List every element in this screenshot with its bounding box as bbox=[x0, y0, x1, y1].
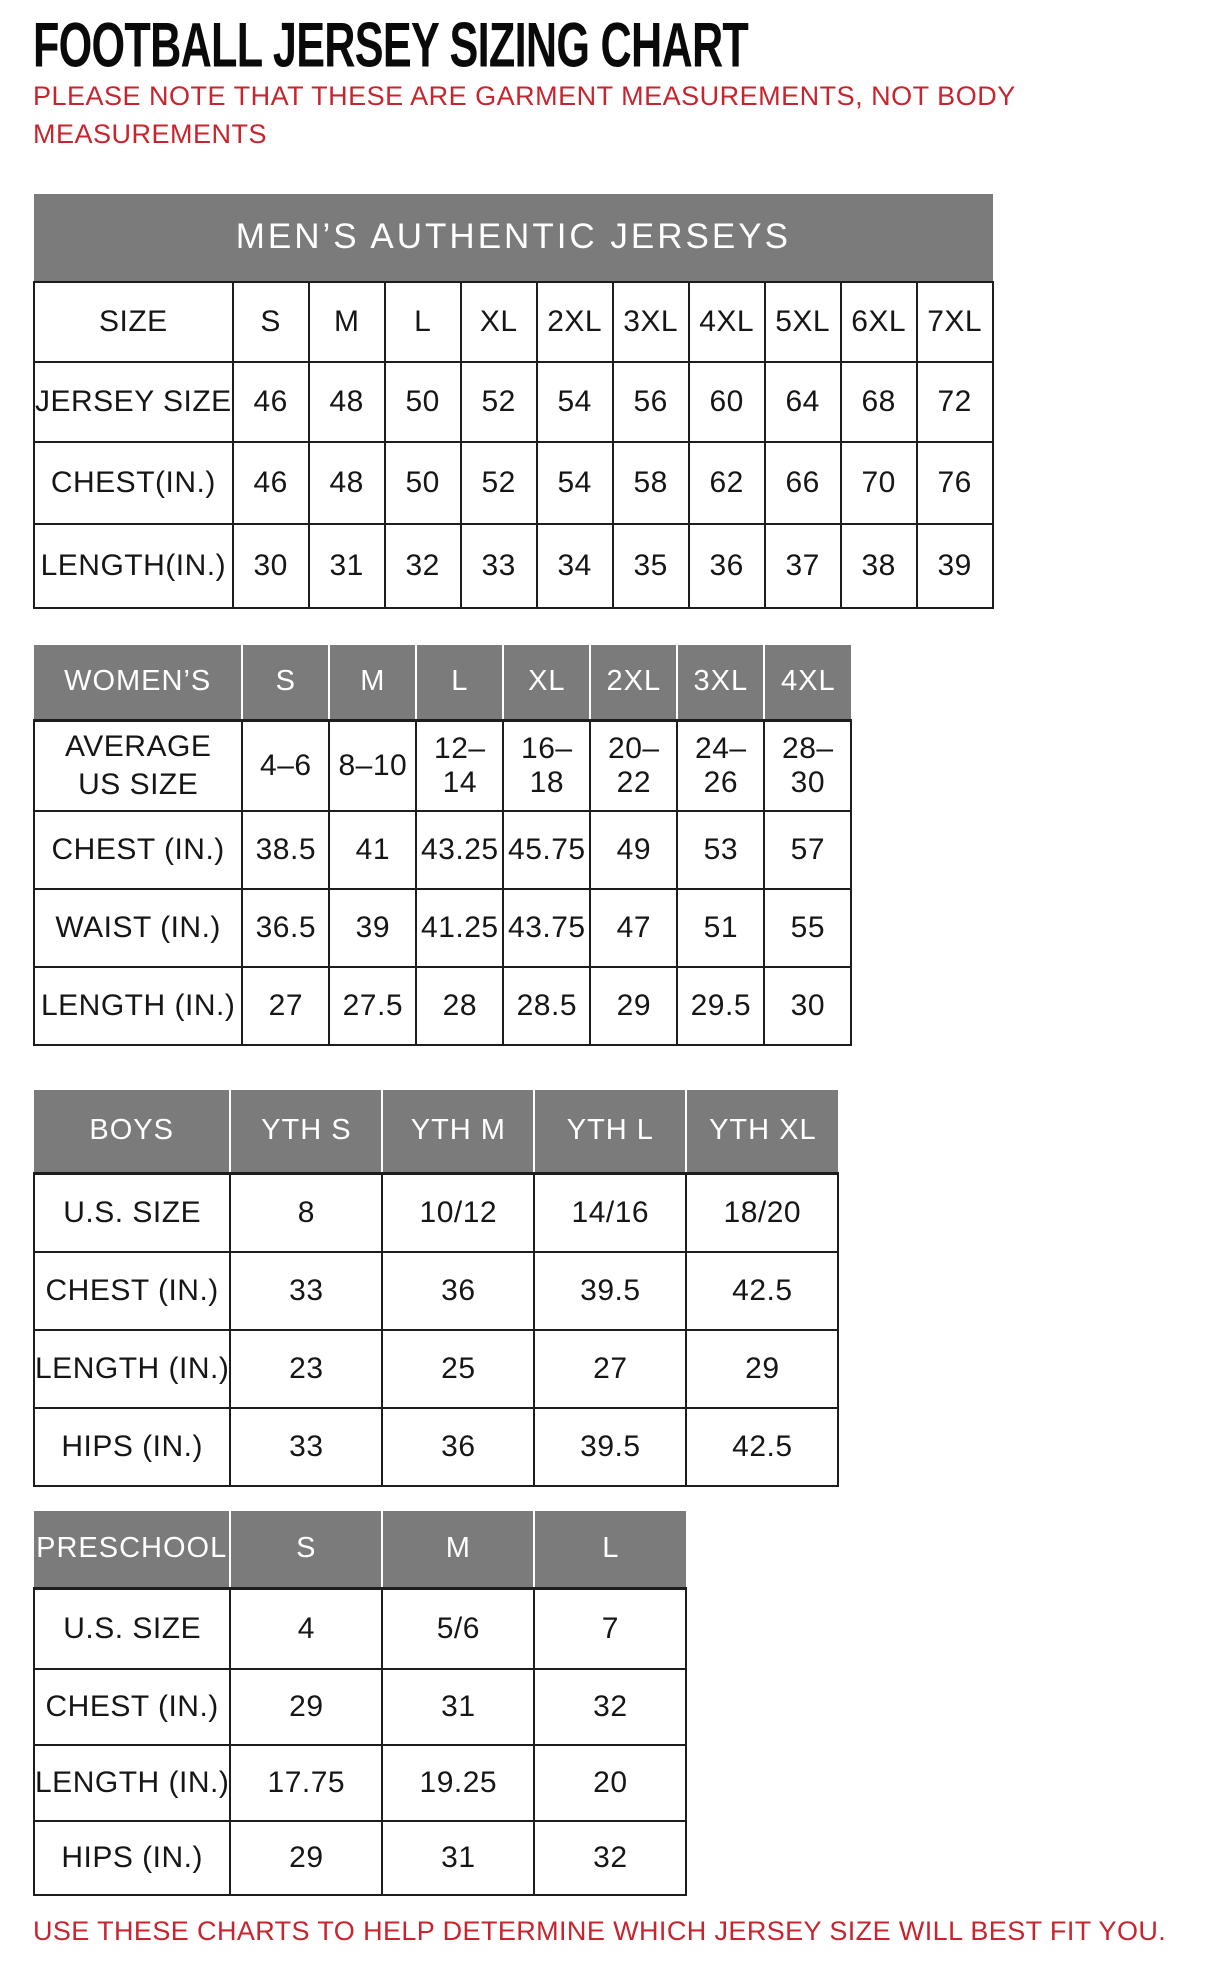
value-cell: 50 bbox=[385, 362, 461, 442]
value-cell: 48 bbox=[309, 442, 385, 524]
row-label: HIPS (IN.) bbox=[34, 1821, 230, 1895]
value-cell: 50 bbox=[385, 442, 461, 524]
value-cell: 38 bbox=[841, 524, 917, 608]
value-cell: 70 bbox=[841, 442, 917, 524]
value-cell: 6XL bbox=[841, 282, 917, 362]
value-cell: 53 bbox=[677, 811, 764, 889]
row-label: U.S. SIZE bbox=[34, 1589, 230, 1669]
column-header: YTH M bbox=[382, 1090, 534, 1174]
value-cell: 20 bbox=[534, 1745, 686, 1821]
value-cell: 31 bbox=[382, 1821, 534, 1895]
value-cell: 52 bbox=[461, 362, 537, 442]
value-cell: 7 bbox=[534, 1589, 686, 1669]
value-cell: 76 bbox=[917, 442, 993, 524]
value-cell: 60 bbox=[689, 362, 765, 442]
row-label: CHEST (IN.) bbox=[34, 1252, 230, 1330]
value-cell: 55 bbox=[764, 889, 851, 967]
value-cell: 46 bbox=[233, 362, 309, 442]
column-header: 4XL bbox=[764, 645, 851, 721]
value-cell: 16–18 bbox=[503, 721, 590, 811]
garment-measurement-note bbox=[33, 78, 1220, 154]
value-cell: 30 bbox=[233, 524, 309, 608]
value-cell: XL bbox=[461, 282, 537, 362]
value-cell: 36 bbox=[382, 1408, 534, 1486]
column-header: YTH L bbox=[534, 1090, 686, 1174]
value-cell: 39.5 bbox=[534, 1408, 686, 1486]
value-cell: 2XL bbox=[537, 282, 613, 362]
value-cell: 52 bbox=[461, 442, 537, 524]
value-cell: 41.25 bbox=[416, 889, 503, 967]
value-cell: 29 bbox=[230, 1821, 382, 1895]
fit-guidance-note: USE THESE CHARTS TO HELP DETERMINE WHICH JERSEY SIZE WILL BEST FIT YOU. bbox=[33, 1915, 1167, 1946]
value-cell: 19.25 bbox=[382, 1745, 534, 1821]
value-cell: 47 bbox=[590, 889, 677, 967]
row-label: U.S. SIZE bbox=[34, 1174, 230, 1252]
value-cell: 31 bbox=[309, 524, 385, 608]
value-cell: 37 bbox=[765, 524, 841, 608]
row-label: SIZE bbox=[34, 282, 233, 362]
boys-sizing-table bbox=[33, 1090, 839, 1487]
value-cell: 43.25 bbox=[416, 811, 503, 889]
value-cell: L bbox=[385, 282, 461, 362]
preschool-sizing-table bbox=[33, 1511, 687, 1896]
preschool-header-label: PRESCHOOL bbox=[34, 1511, 230, 1589]
value-cell: 29 bbox=[590, 967, 677, 1045]
column-header: 3XL bbox=[677, 645, 764, 721]
value-cell: 4 bbox=[230, 1589, 382, 1669]
value-cell: 42.5 bbox=[686, 1408, 838, 1486]
value-cell: 48 bbox=[309, 362, 385, 442]
value-cell: 32 bbox=[385, 524, 461, 608]
value-cell: 38.5 bbox=[242, 811, 329, 889]
row-label: JERSEY SIZE bbox=[34, 362, 233, 442]
boys-header-label: BOYS bbox=[34, 1090, 230, 1174]
value-cell: 17.75 bbox=[230, 1745, 382, 1821]
value-cell: 28.5 bbox=[503, 967, 590, 1045]
column-header: M bbox=[329, 645, 416, 721]
value-cell: 57 bbox=[764, 811, 851, 889]
column-header: M bbox=[382, 1511, 534, 1589]
value-cell: 8–10 bbox=[329, 721, 416, 811]
row-label: AVERAGE US SIZE bbox=[34, 721, 242, 811]
value-cell: 8 bbox=[230, 1174, 382, 1252]
value-cell: 3XL bbox=[613, 282, 689, 362]
note-line: MEASUREMENTS bbox=[33, 118, 268, 149]
value-cell: 58 bbox=[613, 442, 689, 524]
column-header: S bbox=[242, 645, 329, 721]
row-label: WAIST (IN.) bbox=[34, 889, 242, 967]
value-cell: 25 bbox=[382, 1330, 534, 1408]
value-cell: 54 bbox=[537, 442, 613, 524]
row-label: LENGTH (IN.) bbox=[34, 967, 242, 1045]
value-cell: S bbox=[233, 282, 309, 362]
value-cell: 30 bbox=[764, 967, 851, 1045]
value-cell: 12–14 bbox=[416, 721, 503, 811]
value-cell: 35 bbox=[613, 524, 689, 608]
value-cell: 49 bbox=[590, 811, 677, 889]
row-label: LENGTH (IN.) bbox=[34, 1745, 230, 1821]
value-cell: 33 bbox=[230, 1408, 382, 1486]
row-label: CHEST(IN.) bbox=[34, 442, 233, 524]
value-cell: 28–30 bbox=[764, 721, 851, 811]
value-cell: 68 bbox=[841, 362, 917, 442]
value-cell: 43.75 bbox=[503, 889, 590, 967]
value-cell: 36 bbox=[689, 524, 765, 608]
value-cell: 54 bbox=[537, 362, 613, 442]
value-cell: 29.5 bbox=[677, 967, 764, 1045]
value-cell: 4–6 bbox=[242, 721, 329, 811]
value-cell: 20–22 bbox=[590, 721, 677, 811]
row-label: HIPS (IN.) bbox=[34, 1408, 230, 1486]
value-cell: 5XL bbox=[765, 282, 841, 362]
value-cell: 4XL bbox=[689, 282, 765, 362]
row-label: CHEST (IN.) bbox=[34, 1669, 230, 1745]
value-cell: 32 bbox=[534, 1821, 686, 1895]
value-cell: 29 bbox=[686, 1330, 838, 1408]
note-line: PLEASE NOTE THAT THESE ARE GARMENT MEASUREMENTS, NOT BODY bbox=[33, 81, 1016, 111]
value-cell: 72 bbox=[917, 362, 993, 442]
column-header: 2XL bbox=[590, 645, 677, 721]
value-cell: 39.5 bbox=[534, 1252, 686, 1330]
value-cell: 39 bbox=[917, 524, 993, 608]
column-header: YTH S bbox=[230, 1090, 382, 1174]
value-cell: 24–26 bbox=[677, 721, 764, 811]
value-cell: 51 bbox=[677, 889, 764, 967]
value-cell: 32 bbox=[534, 1669, 686, 1745]
value-cell: 31 bbox=[382, 1669, 534, 1745]
value-cell: 64 bbox=[765, 362, 841, 442]
column-header: L bbox=[534, 1511, 686, 1589]
value-cell: 28 bbox=[416, 967, 503, 1045]
value-cell: 66 bbox=[765, 442, 841, 524]
column-header: XL bbox=[503, 645, 590, 721]
value-cell: 34 bbox=[537, 524, 613, 608]
value-cell: 42.5 bbox=[686, 1252, 838, 1330]
value-cell: 33 bbox=[461, 524, 537, 608]
value-cell: 27.5 bbox=[329, 967, 416, 1045]
column-header: S bbox=[230, 1511, 382, 1589]
value-cell: 29 bbox=[230, 1669, 382, 1745]
value-cell: 36.5 bbox=[242, 889, 329, 967]
value-cell: 56 bbox=[613, 362, 689, 442]
womens-header-label: WOMEN’S bbox=[34, 645, 242, 721]
row-label: CHEST (IN.) bbox=[34, 811, 242, 889]
value-cell: 33 bbox=[230, 1252, 382, 1330]
value-cell: 62 bbox=[689, 442, 765, 524]
value-cell: 27 bbox=[242, 967, 329, 1045]
value-cell: 10/12 bbox=[382, 1174, 534, 1252]
page-title: FOOTBALL JERSEY SIZING CHART bbox=[33, 9, 749, 81]
value-cell: 23 bbox=[230, 1330, 382, 1408]
mens-banner-header: MEN’S AUTHENTIC JERSEYS bbox=[34, 194, 993, 282]
value-cell: 27 bbox=[534, 1330, 686, 1408]
value-cell: 14/16 bbox=[534, 1174, 686, 1252]
value-cell: M bbox=[309, 282, 385, 362]
value-cell: 5/6 bbox=[382, 1589, 534, 1669]
value-cell: 45.75 bbox=[503, 811, 590, 889]
value-cell: 46 bbox=[233, 442, 309, 524]
mens-authentic-jerseys-table bbox=[33, 194, 994, 609]
womens-sizing-table bbox=[33, 645, 852, 1046]
column-header: YTH XL bbox=[686, 1090, 838, 1174]
value-cell: 39 bbox=[329, 889, 416, 967]
row-label: LENGTH (IN.) bbox=[34, 1330, 230, 1408]
value-cell: 18/20 bbox=[686, 1174, 838, 1252]
column-header: L bbox=[416, 645, 503, 721]
row-label: LENGTH(IN.) bbox=[34, 524, 233, 608]
value-cell: 41 bbox=[329, 811, 416, 889]
value-cell: 7XL bbox=[917, 282, 993, 362]
value-cell: 36 bbox=[382, 1252, 534, 1330]
